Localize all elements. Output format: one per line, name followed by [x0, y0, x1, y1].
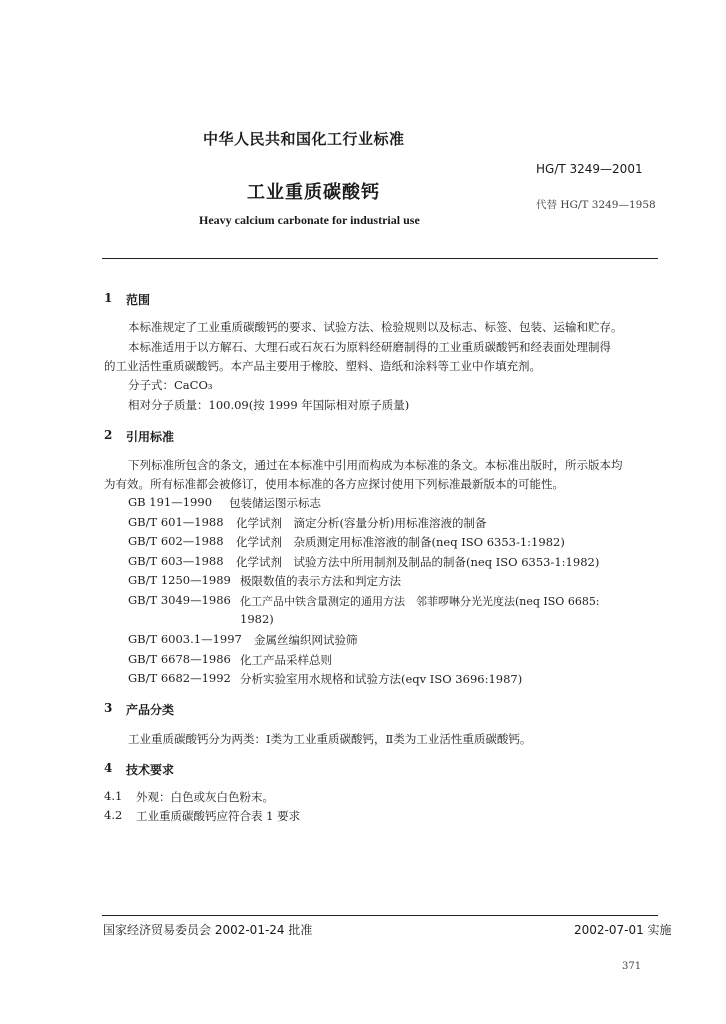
section-1-paragraph: 的工业活性重质碳酸钙。本产品主要用于橡胶、塑料、造纸和涂料等工业中作填充剂。 [104, 359, 541, 373]
clause-text: 外观：白色或灰白色粉末。 [136, 790, 274, 804]
section-3-paragraph: 工业重质碳酸钙分为两类：Ⅰ类为工业重质碳酸钙，Ⅱ类为工业活性重质碳酸钙。 [128, 732, 532, 746]
section-1-number: 1 [104, 291, 113, 305]
reference-title: 包装储运图示标志 [229, 496, 321, 510]
clause-number: 4.2 [104, 808, 123, 822]
section-4-title: 技术要求 [126, 763, 175, 777]
reference-title: 分析实验室用水规格和试验方法(eqv ISO 3696:1987) [240, 672, 523, 686]
reference-title-continued: 1982) [240, 612, 274, 626]
reference-title: 化学试剂 杂质测定用标准溶液的制备(neq ISO 6353-1:1982) [236, 535, 565, 549]
section-1-paragraph: 本标准适用于以方解石、大理石或石灰石为原料经研磨制得的工业重质碳酸钙和经表面处理制得 [128, 340, 611, 354]
section-2-paragraph: 为有效。所有标准都会被修订，使用本标准的各方应探讨使用下列标准最新版本的可能性。 [104, 477, 564, 491]
section-2-number: 2 [104, 428, 113, 442]
section-2-paragraph: 下列标准所包含的条文，通过在本标准中引用而构成为本标准的条文。本标准出版时，所示版本均 [128, 458, 623, 472]
section-4-number: 4 [104, 761, 113, 775]
page-title: 工业重质碳酸钙 [247, 182, 380, 203]
approval-note: 国家经济贸易委员会 2002-01-24 批准 [103, 923, 313, 937]
reference-code: GB/T 1250—1989 [128, 573, 231, 587]
reference-code: GB/T 6003.1—1997 [128, 632, 242, 646]
reference-title: 化工产品采样总则 [240, 653, 332, 667]
section-1-title: 范围 [126, 293, 151, 307]
header-divider [102, 258, 658, 259]
standard-category: 中华人民共和国化工行业标准 [203, 130, 405, 148]
reference-code: GB/T 3049—1986 [128, 593, 231, 607]
reference-code: GB/T 603—1988 [128, 554, 224, 568]
clause-text: 工业重质碳酸钙应符合表 1 要求 [136, 809, 301, 823]
footer-divider [102, 915, 658, 916]
section-3-title: 产品分类 [126, 703, 175, 717]
reference-title: 极限数值的表示方法和判定方法 [240, 574, 401, 588]
reference-title: 化工产品中铁含量测定的通用方法 邻菲啰啉分光光度法(neq ISO 6685: [240, 595, 600, 608]
reference-code: GB 191—1990 [128, 495, 213, 509]
standard-code: HG/T 3249—2001 [536, 162, 643, 176]
reference-code: GB/T 6682—1992 [128, 671, 231, 685]
english-title: Heavy calcium carbonate for industrial use [199, 213, 420, 227]
reference-title: 金属丝编织网试验筛 [254, 633, 358, 647]
reference-code: GB/T 602—1988 [128, 534, 224, 548]
clause-number: 4.1 [104, 789, 123, 803]
section-3-number: 3 [104, 701, 113, 715]
replaces-note: 代替 HG/T 3249—1958 [536, 199, 656, 211]
effective-date: 2002-07-01 实施 [574, 923, 672, 937]
section-2-title: 引用标准 [126, 430, 175, 444]
molecular-mass: 相对分子质量：100.09(按 1999 年国际相对原子质量) [128, 398, 410, 412]
reference-code: GB/T 6678—1986 [128, 652, 231, 666]
section-1-paragraph: 本标准规定了工业重质碳酸钙的要求、试验方法、检验规则以及标志、标签、包装、运输和贮存。 [128, 320, 623, 334]
molecular-formula: 分子式：CaCO₃ [128, 378, 213, 392]
reference-title: 化学试剂 试验方法中所用制剂及制品的制备(neq ISO 6353-1:1982) [236, 555, 600, 569]
reference-title: 化学试剂 滴定分析(容量分析)用标准溶液的制备 [236, 516, 487, 530]
reference-code: GB/T 601—1988 [128, 515, 224, 529]
page-number: 371 [622, 961, 642, 972]
